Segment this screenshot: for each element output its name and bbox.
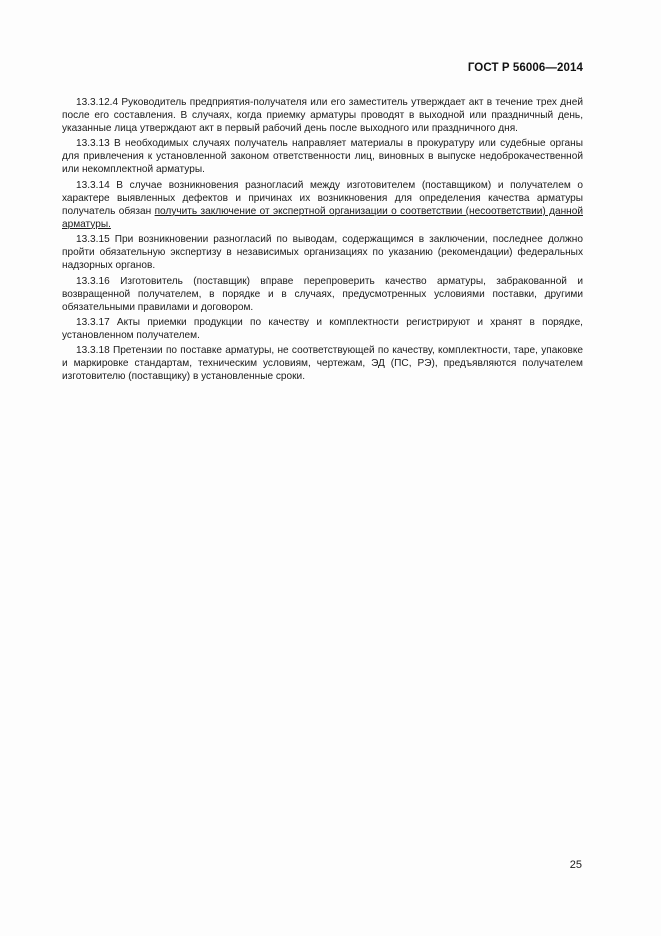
document-body xyxy=(62,96,583,386)
paragraph-13-3-12-4: 13.3.12.4 Руководитель предприятия-получателя или его заместитель утверждает акт в течение трех дней после его составления. В случаях, когда приемку арматуры проводят в выходной или праздничный день, указанные лица утверждают акт в первый рабочий день после выходного или праздничного дня. xyxy=(62,97,583,134)
paragraph-13-3-16: 13.3.16 Изготовитель (поставщик) вправе перепроверить качество арматуры, забракованной и возвращенной получателем, в порядке и в случаях, предусмотренных условиями поставки, другими обязательными правилами и договором. xyxy=(62,275,583,313)
paragraph-13-3-15: 13.3.15 При возникновении разногласий по выводам, содержащимся в заключении, последнее должно пройти обязательную экспертизу в независимых организациях по указанию (рекомендации) федеральных надзорных органов. xyxy=(62,234,583,272)
paragraph-13-3-14-underlined-text: получить заключение от экспертной организации о соответствии (несоответствии) данной арматуры. xyxy=(62,205,583,230)
paragraph-13-3-13: 13.3.13 В необходимых случаях получатель направляет материалы в прокуратуру или судебные органы для привлечения к установленной законом ответственности лиц, виновных в выпуске недоброкачественной или некомплектной арматуры. xyxy=(62,138,583,176)
document-standard-id: ГОСТ Р 56006—2014 xyxy=(467,62,583,74)
paragraph-13-3-17: 13.3.17 Акты приемки продукции по качеству и комплектности регистрируют и хранят в порядке, установленном получателем. xyxy=(62,316,583,341)
paragraph-13-3-14-text: 13.3.14 В случае возникновения разногласий между изготовителем (поставщиком) и получателем о характере выявленных дефектов и причинах их возникновения для определения качества арматуры получатель обязан xyxy=(62,179,583,217)
paragraph-13-3-14 xyxy=(62,179,583,231)
page-number: 25 xyxy=(569,859,582,871)
paragraph-13-3-18: 13.3.18 Претензии по поставке арматуры, не соответствующей по качеству, комплектности, таре, упаковке и маркировке стандартам, техническим условиям, чертежам, ЭД (ПС, РЭ), предъявляются получателем изготовителю (поставщику) в установленные сроки. xyxy=(62,345,583,383)
